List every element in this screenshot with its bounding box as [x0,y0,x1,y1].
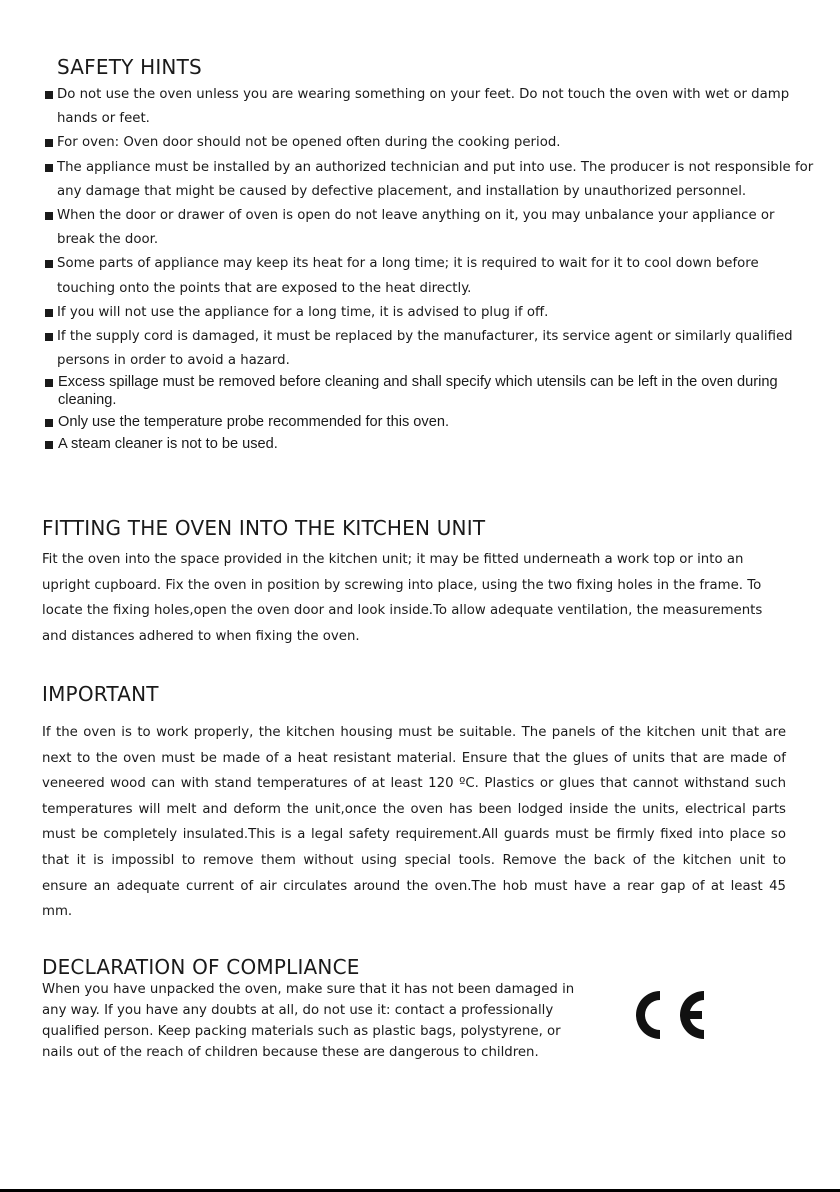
safety-hint-text: If the supply cord is damaged, it must be replaced by the manufacturer, its service agent or similarly qualified persons in order to avoid a hazard. [57,329,793,369]
safety-hint-item [44,204,814,252]
safety-hint-item [44,373,814,409]
safety-hint-text: Excess spillage must be removed before cleaning and shall specify which utensils can be left in the oven during cleaning. [58,374,778,409]
safety-hint-item [44,413,814,431]
safety-hint-item [44,301,814,325]
safety-hint-text: A steam cleaner is not to be used. [58,436,278,453]
safety-hint-text: When the door or drawer of oven is open do not leave anything on it, you may unbalance your appliance or break the door. [57,208,775,248]
square-bullet-icon [45,260,53,268]
safety-hint-item [44,83,814,131]
square-bullet-icon [45,441,53,449]
important-section-body: If the oven is to work properly, the kitchen housing must be suitable. The panels of the kitchen unit that are next to the oven must be made of a heat resistant material. Ensure that the glues of units that are made of veneered wood can with stand temperatures of at least 120 ºC. Plastics or glues that cannot withstand such temperatures will melt and deform the unit,once the oven has been lodged inside the units, electrical parts must be completely insulated.This is a legal safety requirement.All guards must be firmly fixed into place so that it is impossibl to remove them without using special tools. Remove the back of the kitchen unit to ensure an adequate current of air circulates around the oven.The hob must have a rear gap of at least 45 mm. [42,725,786,920]
square-bullet-icon [45,333,53,341]
fitting-section-body: Fit the oven into the space provided in the kitchen unit; it may be fitted underneath a work top or into an upright cupboard. Fix the oven in position by screwing into place, using the two fixing holes in the frame. To locate the fixing holes,open the oven door and look inside.To allow adequate ventilation, the measurements and distances adhered to when fixing the oven. [42,552,763,644]
safety-hint-item [44,252,814,300]
ce-mark-icon [620,985,710,1045]
safety-hints-title: SAFETY HINTS [57,55,202,79]
safety-hint-item [44,325,814,373]
square-bullet-icon [45,212,53,220]
important-section-title: IMPORTANT [42,682,159,706]
square-bullet-icon [45,139,53,147]
safety-hint-item [44,131,814,155]
declaration-section-title: DECLARATION OF COMPLIANCE [42,955,360,979]
safety-hint-item [44,435,814,453]
safety-hint-item [44,156,814,204]
safety-hint-text: If you will not use the appliance for a long time, it is advised to plug if off. [57,304,549,320]
safety-hint-text: Do not use the oven unless you are wearing something on your feet. Do not touch the oven with wet or damp hands or feet. [57,87,790,127]
square-bullet-icon [45,164,53,172]
safety-hint-text: Only use the temperature probe recommended for this oven. [58,414,449,431]
square-bullet-icon [45,91,53,99]
fitting-section-title: FITTING THE OVEN INTO THE KITCHEN UNIT [42,516,486,540]
safety-hints-list [44,83,814,457]
declaration-section-body: When you have unpacked the oven, make sure that it has not been damaged in any way. If you have any doubts at all, do not use it: contact a professionally qualified person. Keep packing materials such as plastic bags, polystyrene, or nails out of the reach of children because these are dangerous to children. [42,982,575,1060]
square-bullet-icon [45,379,53,387]
square-bullet-icon [45,309,53,317]
safety-hint-text: The appliance must be installed by an authorized technician and put into use. The producer is not responsible for any damage that might be caused by defective placement, and installation by unauthorized personnel. [57,159,814,199]
safety-hint-text: For oven: Oven door should not be opened often during the cooking period. [57,135,561,151]
safety-hint-text: Some parts of appliance may keep its heat for a long time; it is required to wait for it to cool down before touching onto the points that are exposed to the heat directly. [57,256,759,296]
square-bullet-icon [45,419,53,427]
